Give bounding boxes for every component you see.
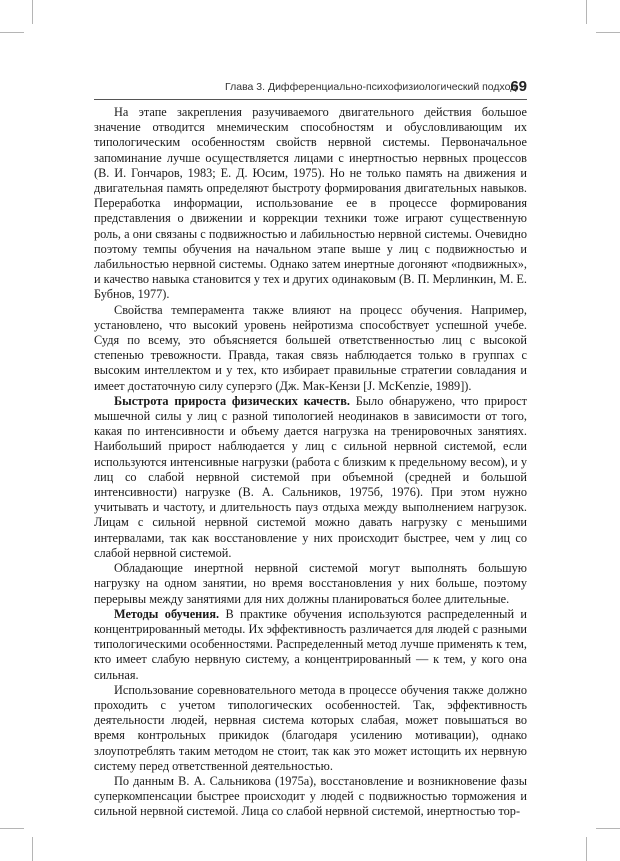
paragraph: На этапе закрепления разучиваемого двигательного действия большое значение отводится мнемическим способностям и обусловливающим их типологическим особенностям свойств нервной системы. Первоначальное запоминание лучше осуществляется лицами с инертностью нервных процессов (В. И. Гончаров, 1983; Е. Д. Юсим, 1975). Но не только память на движения и двигательная память определяют быстроту формирования двигательных навыков. Переработка информации, использование ее в процессе формирования представления о движении и коррекции техники тоже играют существенную роль, а они связаны с подвижностью и лабильностью нервной системы. Очевидно поэтому темпы обучения на начальном этапе выше у лиц с подвижностью и лабильностью нервной системы. Однако затем инертные догоняют «подвижных», и качество навыка становится у тех и других одинаковым (В. П. Мерлинкин, М. Е. Бубнов, 1977). — [94, 105, 527, 302]
crop-mark — [596, 828, 620, 829]
paragraph: Свойства темперамента также влияют на процесс обучения. Например, установлено, что высокий уровень нейротизма способствует успешной учебе. Судя по всему, это объясняется большей ответственностью лиц с высокой степенью тревожности. Правда, такая связь наблюдается только в группах с высоким интеллектом и у тех, кто избирает правильные стратегии совладания и имеет достаточную силу суперэго (Дж. Мак-Кензи [J. McKenzie, 1989]). — [94, 302, 527, 393]
crop-mark — [32, 837, 33, 861]
crop-mark — [596, 32, 620, 33]
paragraph: Обладающие инертной нервной системой могут выполнять большую нагрузку на одном занятии, но время восстановления у них больше, поэтому перерывы между занятиями для них должны планироваться более длительные. — [94, 561, 527, 606]
crop-mark — [586, 0, 587, 24]
paragraph: Использование соревновательного метода в процессе обучения также должно проходить с учетом типологических особенностей. Так, эффективность деятельности людей, нервная система которых слабая, может повышаться во время контрольных прикидок (благодаря усилению мотивации), однако злоупотреблять таким методом не стоит, так как это может истощить их нервную систему перед ответственной деятельностью. — [94, 682, 527, 773]
crop-mark — [32, 0, 33, 24]
paragraph: Быстрота прироста физических качеств. Было обнаружено, что прирост мышечной силы у лиц с разной типологией неодинаков в зависимости от того, какая по интенсивности и объему дается нагрузка на тренировочных занятиях. Наибольший прирост наблюдается у лиц с сильной нервной системой, если используются интенсивные нагрузки (работа с близким к предельному весом), и у лиц со слабой нервной системой при объемной (средней и большой интенсивности) нагрузке (В. А. Сальников, 1975б, 1976). При этом нужно учитывать и частоту, и длительность пауз отдыха между выполнением нагрузок. Лицам с сильной нервной системой можно давать нагрузку с меньшими интервалами, так как восстановление у них происходит быстрее, чем у лиц со слабой нервной системой. — [94, 393, 527, 560]
paragraph-lead: Методы обучения. — [114, 606, 220, 621]
header-rule — [94, 99, 527, 100]
paragraph: По данным В. А. Сальникова (1975а), восстановление и возникновение фазы суперкомпенсации быстрее происходит у людей с подвижностью торможения и сильной нервной системой. Лица со слабой нервной системой, инертностью тор- — [94, 773, 527, 819]
paragraph: Методы обучения. В практике обучения используются распределенный и концентрированный методы. Их эффективность различается для людей с разными типологическими особенностями. Распределенный метод лучше применять к тем, кто имеет слабую нервную систему, а концентрированный — к тем, у кого она сильная. — [94, 606, 527, 682]
body-text — [94, 105, 527, 820]
page-number: 69 — [510, 78, 527, 95]
paragraph-lead: Быстрота прироста физических качеств. — [114, 393, 350, 408]
running-title: Глава 3. Дифференциально-психофизиологический подход — [225, 81, 517, 93]
running-header — [225, 79, 527, 99]
crop-mark — [0, 828, 24, 829]
crop-mark — [0, 32, 24, 33]
crop-mark — [586, 837, 587, 861]
